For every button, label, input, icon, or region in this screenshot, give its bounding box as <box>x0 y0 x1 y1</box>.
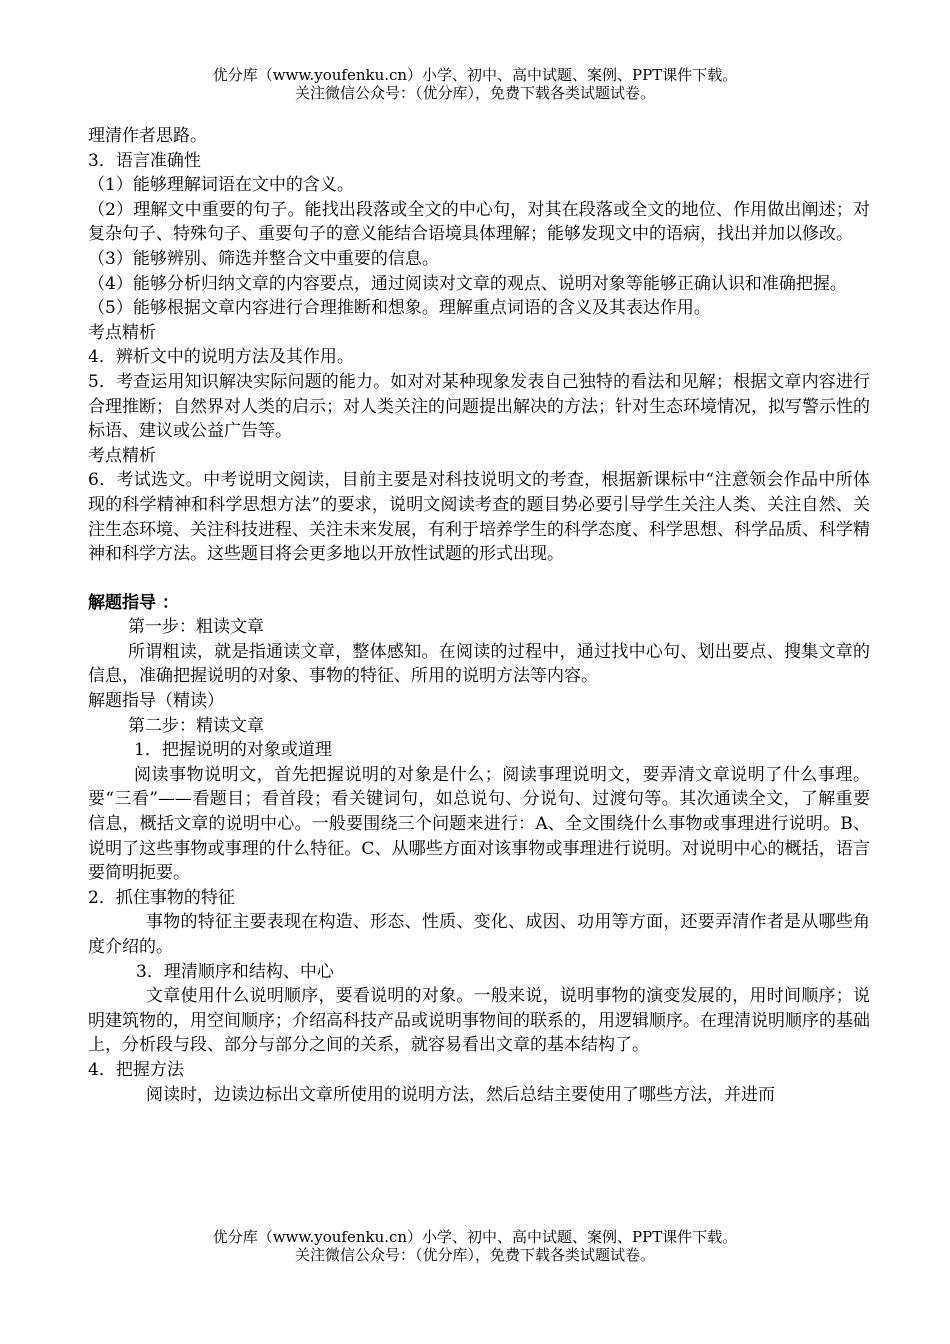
paragraph: 所谓粗读，就是指通读文章，整体感知。在阅读的过程中，通过找中心句、划出要点、搜集文章的信息，准确把握说明的对象、事物的特征、所用的说明方法等内容。 <box>88 641 870 687</box>
paragraph: 阅读事物说明文，首先把握说明的对象是什么；阅读事理说明文，要弄清文章说明了什么事理。要“三看”——看题目；看首段；看关键词句，如总说句、分说句、过渡句等。其次通读全文，了解重要信息，概括文章的说明中心。一般要围绕三个问题来进行：A、全文围绕什么事物或事理进行说明。B、说明了这些事物或事理的什么特征。C、从哪些方面对该事物或事理进行说明。对说明中心的概括，语言要简明扼要。 <box>88 764 870 884</box>
list-item: （1）能够理解词语在文中的含义。 <box>88 175 354 196</box>
list-item: （2）理解文中重要的句子。能找出段落或全文的中心句，对其在段落或全文的地位、作用做出阐述；对复杂句子、特殊句子、重要句子的意义能结合语境具体理解；能够发现文中的语病，找出并加以修改。 <box>88 199 870 245</box>
section-heading: 解题指导（精读） <box>88 691 224 712</box>
list-item: （5）能够根据文章内容进行合理推断和想象。理解重点词语的含义及其表达作用。 <box>88 298 711 319</box>
subsection-heading: 2．抓住事物的特征 <box>88 887 235 908</box>
section-heading: 考点精析 <box>88 322 156 343</box>
subsection-heading: 3．理清顺序和结构、中心 <box>136 961 334 982</box>
document-body <box>88 124 870 1107</box>
subsection-heading: 1．把握说明的对象或道理 <box>134 740 332 761</box>
paragraph: 5．考查运用知识解决实际问题的能力。如对对某种现象发表自己独特的看法和见解；根据文章内容进行合理推断；自然界对人类的启示；对人类关注的问题提出解决的方法；针对生态环境情况，拟写警示性的标语、建议或公益广告等。 <box>88 371 870 442</box>
page-footer <box>0 1228 950 1264</box>
footer-line-1: 优分库（www.youfenku.cn）小学、初中、高中试题、案例、PPT课件下载。 <box>212 1228 738 1246</box>
footer-line-2: 关注微信公众号：（优分库），免费下载各类试题试卷。 <box>294 1246 655 1264</box>
section-heading: 3．语言准确性 <box>88 150 201 171</box>
paragraph: 6．考试选文。中考说明文阅读，目前主要是对科技说明文的考查，根据新课标中“注意领会作品中所体现的科学精神和科学思想方法”的要求，说明文阅读考查的题目势必要引导学生关注人类、关注自然、关注生态环境、关注科技进程、关注未来发展，有利于培养学生的科学态度、科学思想、科学品质、科学精神和科学方法。这些题目将会更多地以开放性试题的形式出现。 <box>88 470 870 565</box>
paragraph: 4．辨析文中的说明方法及其作用。 <box>88 347 354 368</box>
paragraph: 事物的特征主要表现在构造、形态、性质、变化、成因、功用等方面，还要弄清作者是从哪些角度介绍的。 <box>88 912 870 957</box>
spacer <box>88 567 870 591</box>
step-heading: 第二步：精读文章 <box>128 715 264 736</box>
header-line-1: 优分库（www.youfenku.cn）小学、初中、高中试题、案例、PPT课件下载。 <box>212 66 738 84</box>
list-item: （3）能够辨别、筛选并整合文中重要的信息。 <box>88 248 439 269</box>
subsection-heading: 4．把握方法 <box>88 1059 184 1080</box>
guide-heading: 解题指导 ： <box>88 592 179 613</box>
section-heading: 考点精析 <box>88 445 156 466</box>
page-header <box>0 66 950 102</box>
list-item: （4）能够分析归纳文章的内容要点，通过阅读对文章的观点、说明对象等能够正确认识和准确把握。 <box>88 273 847 294</box>
step-heading: 第一步：粗读文章 <box>128 617 264 638</box>
header-line-2: 关注微信公众号：（优分库），免费下载各类试题试卷。 <box>294 84 655 102</box>
paragraph: 理清作者思路。 <box>88 126 207 146</box>
paragraph: 阅读时，边读边标出文章所使用的说明方法，然后总结主要使用了哪些方法，并进而 <box>146 1084 775 1105</box>
paragraph: 文章使用什么说明顺序，要看说明的对象。一般来说，说明事物的演变发展的，用时间顺序；说明建筑物的，用空间顺序；介绍高科技产品或说明事物间的联系的，用逻辑顺序。在理清说明顺序的基础上，分析段与段、部分与部分之间的关系，就容易看出文章的基本结构了。 <box>88 986 870 1056</box>
